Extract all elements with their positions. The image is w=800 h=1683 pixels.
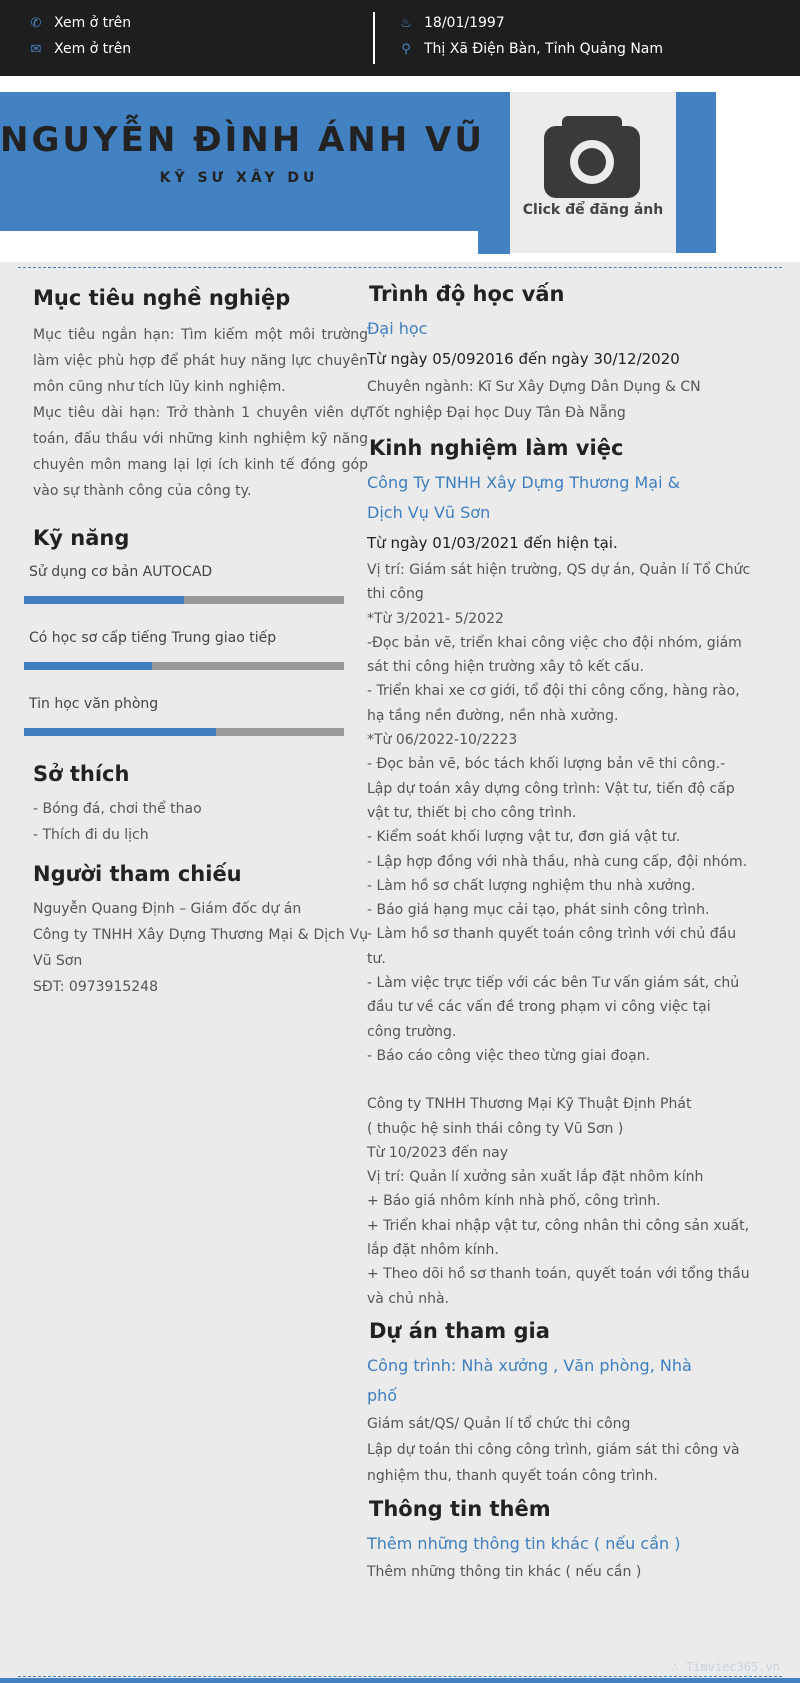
experience-detail-line: + Triển khai nhập vật tư, công nhân thi công sản xuất, [367,1217,750,1234]
experience-detail-line: *Từ 06/2022-10/2223 [367,732,518,749]
experience-detail-line: - Đọc bản vẽ, bóc tách khối lượng bản vẽ thi công.- [367,756,726,773]
contact-address: ⚲ Thị Xã Điện Bàn, Tỉnh Quảng Nam [398,41,663,57]
experience-detail-line: Từ 10/2023 đến nay [367,1144,509,1161]
header-accent-bar [676,92,716,253]
hobby-item: - Thích đi du lịch [33,827,149,843]
extra-info [367,1529,712,1585]
experience-detail-line: Vị trí: Quản lí xưởng sản xuất lắp đặt nhôm kính [367,1169,704,1186]
experience-detail-line: + Theo dõi hồ sơ thanh toán, quyết toán với tổng thầu [367,1266,750,1283]
contact-divider [373,12,375,64]
experience-detail-line: và chủ nhà. [367,1290,449,1307]
photo-upload[interactable] [510,92,676,253]
candidate-title: KỸ SƯ XÂY DU [159,170,319,186]
experience-detail-line: - Làm việc trực tiếp với các bên Tư vấn giám sát, chủ [367,975,740,992]
education-info [367,314,712,426]
skill-label: Có học sơ cấp tiếng Trung giao tiếp [29,630,277,646]
watermark: ∴ Timviec365.vn [671,1660,780,1674]
project-line: Giám sát/QS/ Quản lí tổ chức thi công [367,1415,631,1432]
hobby-item: - Bóng đá, chơi thể thao [33,801,202,817]
skill-bar [24,662,344,670]
contact-bar [0,0,800,76]
experience-detail-line: - Kiểm soát khối lượng vật tư, đơn giá vật tư. [367,829,681,846]
experience-detail-line: công trường. [367,1023,457,1040]
project-name: Công trình: Nhà xưởng , Văn phòng, Nhà phố [367,1355,692,1405]
skills-list [29,564,368,736]
right-column [367,282,751,1585]
experience-detail-line: sát thi công hiện trường xây tô kết cấu. [367,659,644,676]
experience-detail-line: - Làm hồ sơ chất lượng nghiệm thu nhà xưởng. [367,877,696,894]
skill-bar-fill [24,662,152,670]
extra-text: Thêm những thông tin khác ( nếu cần ) [367,1563,642,1580]
experience-period: Từ ngày 01/03/2021 đến hiện tại. [367,534,618,552]
candidate-name: NGUYỄN ĐÌNH ÁNH VŨ [0,120,485,160]
left-column [29,282,368,1000]
objective-short: Mục tiêu ngắn hạn: Tìm kiếm một môi trường làm việc phù hợp để phát huy năng lực chuyên môn cũng như tích lũy kinh nghiệm. [33,327,368,395]
extra-title: Thêm những thông tin khác ( nếu cần ) [367,1533,681,1553]
experience-heading: Kinh nghiệm làm việc [369,436,624,460]
experience-company: Công Ty TNHH Xây Dựng Thương Mại & Dịch Vụ Vũ Sơn [367,473,681,522]
skill-label: Sử dụng cơ bản AUTOCAD [29,564,213,580]
content-bottom-divider [18,1676,782,1677]
experience-detail-line: Lập dự toán xây dựng công trình: Vật tư, tiến độ cấp [367,780,735,797]
experience-detail-line: - Lập hợp đồng với nhà thầu, nhà cung cấp, đội nhóm. [367,853,748,870]
reference-company: Công ty TNHH Xây Dựng Thương Mại & Dịch Vụ Vũ Sơn [33,927,368,969]
reference-name: Nguyễn Quang Định – Giám đốc dự án [33,901,302,917]
skill-bar [24,596,344,604]
birthday-icon: ♨ [400,15,412,31]
projects-heading: Dự án tham gia [369,1318,550,1343]
experience-detail-line: + Báo giá nhôm kính nhà phố, công trình. [367,1193,661,1210]
experience-detail-line: thi công [367,586,424,603]
camera-icon [542,114,642,200]
contact-birthday: ♨ 18/01/1997 [398,15,505,31]
email-icon: ✉ [30,41,42,57]
hobbies-heading: Sở thích [33,762,130,786]
skill-label: Tin học văn phòng [29,696,159,712]
education-period: Từ ngày 05/092016 đến ngày 30/12/2020 [367,350,680,368]
name-block-corner [478,231,510,254]
skills-heading: Kỹ năng [33,526,130,550]
experience-info [367,468,751,1311]
education-heading: Trình độ học vấn [369,282,565,306]
content-top-divider [18,267,782,268]
experience-detail-line: - Làm hồ sơ thanh quyết toán công trình với chủ đầu [367,926,737,943]
reference-heading: Người tham chiếu [33,862,242,886]
experience-detail-line: ( thuộc hệ sinh thái công ty Vũ Sơn ) [367,1120,624,1137]
contact-phone: ✆ Xem ở trên [28,15,131,31]
education-level: Đại học [367,319,428,338]
experience-detail-line [367,1068,712,1092]
projects-info [367,1351,740,1489]
experience-detail-line: vật tư, thiết bị cho công trình. [367,804,577,821]
experience-detail-line: -Đọc bản vẽ, triển khai công việc cho đội nhóm, giám [367,634,742,651]
objective-heading: Mục tiêu nghề nghiệp [33,286,291,310]
footer-bar [0,1678,800,1683]
contact-email: ✉ Xem ở trên [28,41,131,57]
objective-long: Mục tiêu dài hạn: Trở thành 1 chuyên viên dự toán, đấu thầu với những kinh nghiệm kỹ năng chuyên môn mang lại lợi ích kinh tế đóng góp vào sự thành công của công ty. [33,405,368,499]
experience-detail-line: lắp đặt nhôm kính. [367,1242,499,1259]
experience-details [367,558,751,1311]
education-school: Tốt nghiệp Đại học Duy Tân Đà Nẵng [367,405,626,421]
experience-detail-line: - Báo giá hạng mục cải tạo, phát sinh công trình. [367,902,710,919]
project-line: Lập dự toán thi công công trình, giám sát thi công và [367,1441,740,1458]
reference-info [33,896,368,1000]
experience-detail-line: tư. [367,950,386,967]
experience-detail-line: *Từ 3/2021- 5/2022 [367,610,504,627]
photo-upload-label: Click để đăng ảnh [522,202,664,218]
hobbies-list [33,796,368,848]
extra-heading: Thông tin thêm [369,1496,551,1521]
skill-bar-fill [24,728,216,736]
project-line: nghiệm thu, thanh quyết toán công trình. [367,1467,658,1484]
experience-detail-line: - Báo cáo công việc theo từng giai đoạn. [367,1047,651,1064]
name-block [0,92,510,231]
location-icon: ⚲ [401,41,411,57]
skill-bar-fill [24,596,184,604]
experience-detail-line: - Triển khai xe cơ giới, tổ đội thi công cống, hàng rào, [367,683,740,700]
skill-bar [24,728,344,736]
reference-phone: SĐT: 0973915248 [33,979,158,995]
experience-detail-line: đầu tư về các vấn đề trong phạm vi công việc tại [367,999,711,1016]
experience-detail-line: hạ tầng nền đường, nền nhà xưởng. [367,707,619,724]
experience-detail-line: Vị trí: Giám sát hiện trường, QS dự án, Quản lí Tổ Chức [367,562,751,578]
education-major: Chuyên ngành: Kĩ Sư Xây Dựng Dân Dụng & CN [367,379,701,395]
phone-icon: ✆ [30,15,42,31]
experience-detail-line: Công ty TNHH Thương Mại Kỹ Thuật Định Phát [367,1096,692,1113]
